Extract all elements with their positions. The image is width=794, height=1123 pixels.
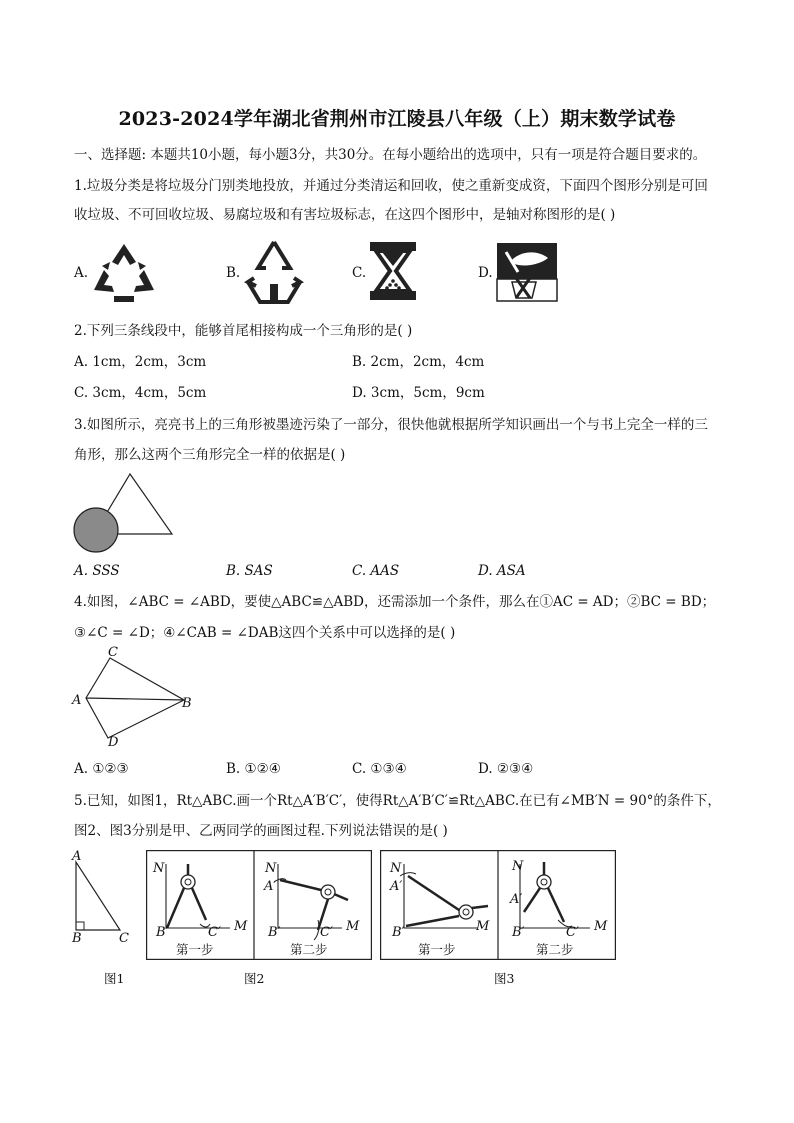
fig2-step2-label-n: N	[265, 861, 277, 876]
q4-label-b: B	[182, 696, 192, 711]
fig3-step1-label-m: M	[476, 919, 490, 934]
quadrilateral-figure	[80, 652, 190, 744]
fig3-step2-label-ap: A′	[510, 892, 523, 907]
q1-stem-line1: 1.垃圾分类是将垃圾分门别类地投放，并通过分类清运和回收，使之重新变成资，下面四个图形分别是可回	[74, 178, 708, 194]
q4-label-a: A	[72, 693, 82, 708]
fig2-step2-caption: 第二步	[290, 942, 328, 957]
fig2-step2-label-cp: C′	[320, 925, 333, 940]
q4-option-d: D. ②③④	[478, 761, 534, 777]
q3-option-a: A. SSS	[74, 563, 120, 579]
q1-stem-line2: 收垃圾、不可回收垃圾、易腐垃圾和有害垃圾标志，在这四个图形中，是轴对称图形的是( )	[74, 207, 616, 223]
q2-option-c: C. 3cm，4cm，5cm	[74, 385, 207, 401]
fig3-step2-caption: 第二步	[536, 942, 574, 957]
fig1-label-a: A	[72, 849, 82, 864]
fig1-label-b: B	[72, 931, 82, 946]
fig2-step1-caption: 第一步	[176, 942, 214, 957]
q3-stem-line1: 3.如图所示，亮亮书上的三角形被墨迹污染了一部分，很快他就根据所学知识画出一个与书上完全一样的三	[74, 417, 708, 433]
q5-stem-line2: 图2、图3分别是甲、乙两同学的画图过程.下列说法错误的是( )	[74, 823, 448, 839]
fig2-step1-label-bp: B′	[156, 925, 169, 940]
q1-option-c-label: C.	[352, 265, 367, 281]
recycle-symbol-icon	[88, 240, 160, 304]
fig3-construction-steps	[380, 850, 616, 960]
fig2-step1-label-n: N	[153, 861, 165, 876]
q3-option-d: D. ASA	[478, 563, 526, 579]
fig2-step1-label-cp: C′	[208, 925, 221, 940]
q3-stem-line2: 角形，那么这两个三角形完全一样的依据是( )	[74, 447, 346, 463]
ink-stained-triangle-figure	[70, 470, 180, 556]
fig2-step2-label-m: M	[346, 919, 360, 934]
fig3-step1-label-n: N	[390, 861, 402, 876]
q2-option-b: B. 2cm，2cm，4cm	[352, 354, 485, 370]
q1-option-d-label: D.	[478, 265, 493, 281]
q4-option-b: B. ①②④	[226, 761, 281, 777]
fig3-step1-label-ap: A′	[390, 879, 403, 894]
fig2-step1-label-m: M	[234, 919, 248, 934]
fig3-step2-label-cp: C′	[566, 925, 579, 940]
fig3-step2-label-bp: B′	[512, 925, 525, 940]
page-title: 2023-2024学年湖北省荆州市江陵县八年级（上）期末数学试卷	[118, 108, 676, 130]
q4-stem-line1: 4.如图，∠ABC = ∠ABD，要使△ABC≌△ABD，还需添加一个条件，那么在①AC = AD；②BC = BD；	[74, 594, 716, 610]
q2-stem: 2.下列三条线段中，能够首尾相接构成一个三角形的是( )	[74, 323, 413, 339]
q1-option-a-label: A.	[74, 265, 89, 281]
fig2-step2-label-bp: B′	[268, 925, 281, 940]
hazardous-hourglass-icon	[368, 240, 418, 302]
fig2-step2-label-ap: A′	[264, 879, 277, 894]
section-heading: 一、选择题: 本题共10小题，每小题3分，共30分。在每小题给出的选项中，只有一项是符合题目要求的。	[74, 147, 707, 163]
q2-option-a: A. 1cm，2cm，3cm	[74, 354, 207, 370]
q5-stem-line1: 5.已知，如图1，Rt△ABC.画一个Rt△A′B′C′，使得Rt△A′B′C′≌Rt△ABC.在已有∠MB′N = 90°的条件下，	[74, 793, 721, 809]
fig1-caption: 图1	[104, 971, 125, 986]
q4-label-d: D	[108, 735, 119, 750]
q4-stem-line2: ③∠C = ∠D；④∠CAB = ∠DAB这四个关系中可以选择的是( )	[74, 625, 456, 641]
non-recyclable-symbol-icon	[240, 238, 308, 308]
fig3-step1-caption: 第一步	[418, 942, 456, 957]
fig1-label-c: C	[119, 931, 129, 946]
q4-label-c: C	[108, 645, 118, 660]
fig3-caption: 图3	[494, 971, 515, 986]
fig2-caption: 图2	[244, 971, 265, 986]
q1-option-b-label: B.	[226, 265, 241, 281]
fig3-step2-label-m: M	[594, 919, 608, 934]
q3-option-b: B. SAS	[226, 563, 273, 579]
q4-option-a: A. ①②③	[74, 761, 129, 777]
fig3-step2-label-n: N	[512, 859, 524, 874]
kitchen-waste-symbol-icon	[496, 242, 558, 302]
fig3-step1-label-bp: B′	[392, 925, 405, 940]
q3-option-c: C. AAS	[352, 563, 400, 579]
q4-option-c: C. ①③④	[352, 761, 407, 777]
q2-option-d: D. 3cm，5cm，9cm	[352, 385, 485, 401]
